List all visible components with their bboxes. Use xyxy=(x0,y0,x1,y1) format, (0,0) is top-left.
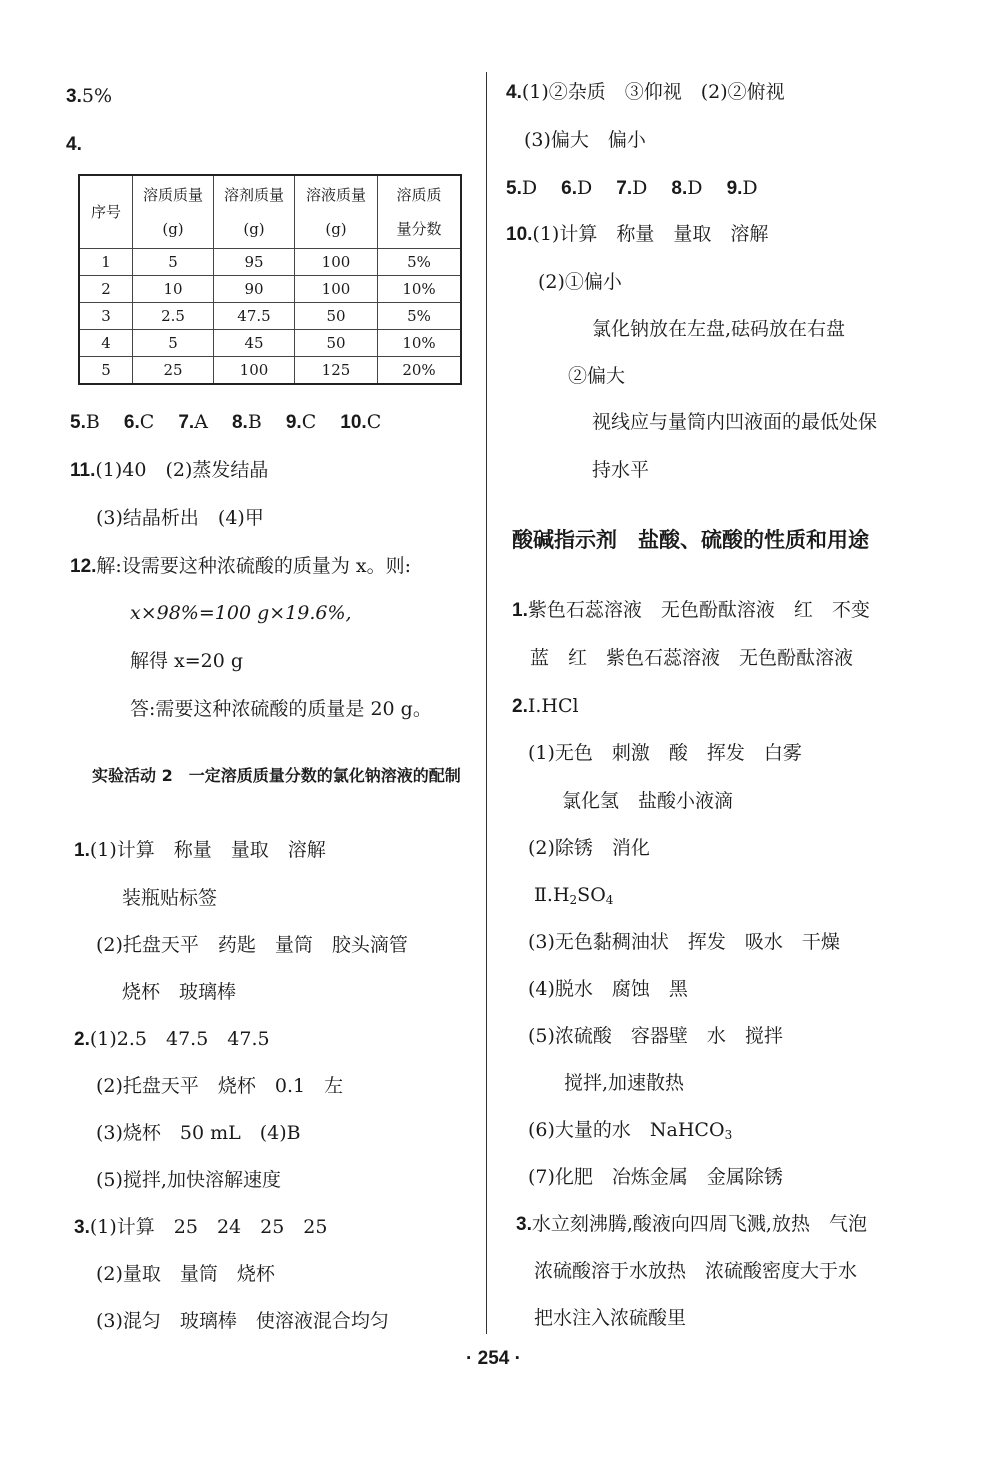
answer-text: 解:设需要这种浓硫酸的质量为 x。则: xyxy=(96,555,411,577)
answer-text: D xyxy=(521,177,538,199)
question-number: 8. xyxy=(671,178,688,199)
table-header-cell xyxy=(378,175,462,249)
answer-text: (1)计算 称量 量取 溶解 xyxy=(89,839,326,861)
acid-answer-2-line7: (4)脱水 腐蚀 黑 xyxy=(528,978,688,1000)
acid-answer-2-formula-h2so4 xyxy=(534,883,613,912)
answer-text: 5% xyxy=(81,85,113,107)
acid-answer-3-line1 xyxy=(516,1212,867,1237)
acid-answer-1-line1 xyxy=(512,598,870,623)
acid-answer-3-line3: 把水注入浓硫酸里 xyxy=(534,1307,687,1329)
acid-answer-1-line2: 蓝 红 紫色石蕊溶液 无色酚酞溶液 xyxy=(530,647,854,669)
table-row xyxy=(79,249,461,276)
answer-text: D xyxy=(687,177,703,199)
answer-r10-line2: (2)①偏小 xyxy=(538,271,622,293)
answer-r4-line2: (3)偏大 偏小 xyxy=(524,129,646,151)
table-cell: 5 xyxy=(79,357,133,385)
header-unit: (g) xyxy=(243,220,265,238)
question-number: 7. xyxy=(178,412,195,433)
table-cell: 5% xyxy=(378,249,462,276)
question-number: 1. xyxy=(74,840,90,861)
answer-11-line2: (3)结晶析出 (4)甲 xyxy=(96,507,264,529)
table-cell: 5 xyxy=(133,330,214,357)
answer-text: (1)②杂质 ③仰视 (2)②俯视 xyxy=(521,81,785,103)
experiment-answer-3-line1 xyxy=(74,1215,327,1240)
question-number: 3. xyxy=(66,86,82,107)
experiment-answer-2-line4: (5)搅拌,加快溶解速度 xyxy=(96,1169,281,1191)
experiment-answer-1-line4: 烧杯 玻璃棒 xyxy=(122,981,237,1003)
question-number: 1. xyxy=(512,600,528,621)
table-cell: 95 xyxy=(214,249,295,276)
answer-text: (1)2.5 47.5 47.5 xyxy=(89,1028,270,1050)
answer-text: D xyxy=(742,177,758,199)
answer-text: D xyxy=(577,177,593,199)
experiment-answer-1-line2: 装瓶贴标签 xyxy=(122,887,218,909)
table-row xyxy=(79,330,461,357)
question-number: 3. xyxy=(516,1214,532,1235)
question-number: 10. xyxy=(340,412,367,433)
experiment-answer-2-line3: (3)烧杯 50 mL (4)B xyxy=(96,1122,301,1144)
table-cell: 2.5 xyxy=(133,303,214,330)
table-cell: 5 xyxy=(133,249,214,276)
experiment-answer-2-line2: (2)托盘天平 烧杯 0.1 左 xyxy=(96,1075,344,1097)
table-cell: 125 xyxy=(295,357,378,385)
header-text: 溶质质量 xyxy=(142,186,203,204)
experiment-answer-2-line1 xyxy=(74,1027,270,1052)
section-title-experiment-2: 实验活动 2 一定溶质质量分数的氯化钠溶液的配制 xyxy=(92,766,461,785)
answer-r10-line1 xyxy=(506,222,768,247)
table-cell: 10% xyxy=(378,276,462,303)
acid-answer-2-line1 xyxy=(512,694,579,719)
table-header-cell xyxy=(295,175,378,249)
header-text: 溶液质量 xyxy=(305,186,366,204)
question-number: 2. xyxy=(512,696,528,717)
answer-text: (1)计算 称量 量取 溶解 xyxy=(532,223,769,245)
solution-table xyxy=(78,174,462,385)
question-number: 7. xyxy=(616,178,633,199)
answer-12-equation: x×98%=100 g×19.6%, xyxy=(130,602,352,624)
header-text: 溶剂质量 xyxy=(223,186,284,204)
experiment-answer-1-line3: (2)托盘天平 药匙 量筒 胶头滴管 xyxy=(96,934,408,956)
table-cell: 45 xyxy=(214,330,295,357)
answer-text: B xyxy=(85,411,100,433)
acid-answer-2-line11: (7)化肥 冶炼金属 金属除锈 xyxy=(528,1166,783,1188)
answer-r10-line6: 持水平 xyxy=(592,459,650,481)
answer-text: C xyxy=(301,411,317,433)
question-number: 6. xyxy=(561,178,577,199)
header-text: 序号 xyxy=(90,203,121,221)
table-cell: 50 xyxy=(295,303,378,330)
answers-5-9 xyxy=(506,176,758,201)
table-header-row xyxy=(79,175,461,249)
page-number: · 254 · xyxy=(466,1348,521,1369)
acid-answer-2-line9: 搅拌,加速散热 xyxy=(564,1072,685,1094)
experiment-answer-3-line2: (2)量取 量筒 烧杯 xyxy=(96,1263,275,1285)
table-cell: 3 xyxy=(79,303,133,330)
section-title-acid-base: 酸碱指示剂 盐酸、硫酸的性质和用途 xyxy=(512,528,869,552)
formula-subscript: 4 xyxy=(605,893,614,907)
answer-text: C xyxy=(366,411,382,433)
question-number: 5. xyxy=(506,178,522,199)
answer-4 xyxy=(66,132,82,157)
question-number: 4. xyxy=(66,134,82,155)
answer-3 xyxy=(66,84,112,109)
answer-text: 紫色石蕊溶液 无色酚酞溶液 红 不变 xyxy=(527,599,870,621)
table-cell: 5% xyxy=(378,303,462,330)
answers-5-10 xyxy=(70,410,381,435)
question-number: 11. xyxy=(70,460,96,481)
experiment-answer-3-line3: (3)混匀 玻璃棒 使溶液混合均匀 xyxy=(96,1310,389,1332)
answer-12-conclusion: 答:需要这种浓硫酸的质量是 20 g。 xyxy=(130,698,432,720)
table-cell: 25 xyxy=(133,357,214,385)
answer-r10-line4: ②偏大 xyxy=(568,365,626,387)
table-header-cell xyxy=(214,175,295,249)
answer-text: (6)大量的水 NaHCO xyxy=(528,1119,725,1141)
formula-text: Ⅱ.H xyxy=(534,884,570,906)
formula-subscript: 3 xyxy=(724,1128,733,1142)
table-cell: 50 xyxy=(295,330,378,357)
table-row xyxy=(79,303,461,330)
question-number: 2. xyxy=(74,1029,90,1050)
table-cell: 47.5 xyxy=(214,303,295,330)
table-cell: 2 xyxy=(79,276,133,303)
answer-12-line1 xyxy=(70,554,411,579)
answer-r10-line3: 氯化钠放在左盘,砝码放在右盘 xyxy=(592,318,846,340)
formula-subscript: 2 xyxy=(569,893,578,907)
header-unit: (g) xyxy=(162,220,184,238)
table-row xyxy=(79,357,461,385)
table-cell: 20% xyxy=(378,357,462,385)
experiment-answer-1-line1 xyxy=(74,838,326,863)
acid-answer-2-line10 xyxy=(528,1118,732,1147)
table-header-cell xyxy=(133,175,214,249)
answer-text: 水立刻沸腾,酸液向四周飞溅,放热 气泡 xyxy=(531,1213,867,1235)
question-number: 3. xyxy=(74,1217,90,1238)
table-cell: 100 xyxy=(295,276,378,303)
answer-r4-line1 xyxy=(506,80,785,105)
question-number: 5. xyxy=(70,412,86,433)
answer-11-line1 xyxy=(70,458,268,483)
question-number: 10. xyxy=(506,224,533,245)
question-number: 9. xyxy=(726,178,743,199)
table-cell: 100 xyxy=(295,249,378,276)
acid-answer-2-line2: (1)无色 刺激 酸 挥发 白雾 xyxy=(528,742,802,764)
table-cell: 4 xyxy=(79,330,133,357)
acid-answer-3-line2: 浓硫酸溶于水放热 浓硫酸密度大于水 xyxy=(534,1260,858,1282)
answer-text: (1)40 (2)蒸发结晶 xyxy=(95,459,269,481)
answer-r10-line5: 视线应与量筒内凹液面的最低处保 xyxy=(592,411,878,433)
header-unit: (g) xyxy=(325,220,347,238)
formula-text: SO xyxy=(577,884,606,906)
table-row xyxy=(79,276,461,303)
table-cell: 1 xyxy=(79,249,133,276)
question-number: 8. xyxy=(231,412,248,433)
answer-text: Ⅰ.HCl xyxy=(527,695,579,717)
question-number: 4. xyxy=(506,82,522,103)
question-number: 9. xyxy=(285,412,302,433)
acid-answer-2-line8: (5)浓硫酸 容器壁 水 搅拌 xyxy=(528,1025,783,1047)
answer-text: B xyxy=(247,411,262,433)
question-number: 12. xyxy=(70,556,97,577)
table-cell: 90 xyxy=(214,276,295,303)
answer-text: C xyxy=(139,411,155,433)
header-text: 溶质质 xyxy=(396,186,442,204)
table-header-cell xyxy=(79,175,133,249)
acid-answer-2-line4: (2)除锈 消化 xyxy=(528,837,650,859)
answer-text: A xyxy=(194,411,208,433)
answer-text: (1)计算 25 24 25 25 xyxy=(89,1216,328,1238)
acid-answer-2-line3: 氯化氢 盐酸小液滴 xyxy=(562,790,734,812)
header-text: 量分数 xyxy=(396,220,442,238)
acid-answer-2-line6: (3)无色黏稠油状 挥发 吸水 干燥 xyxy=(528,931,840,953)
question-number: 6. xyxy=(123,412,140,433)
table-cell: 100 xyxy=(214,357,295,385)
answer-12-result: 解得 x=20 g xyxy=(130,650,244,672)
answer-text: D xyxy=(632,177,648,199)
table-cell: 10% xyxy=(378,330,462,357)
column-divider xyxy=(486,72,487,1334)
table-cell: 10 xyxy=(133,276,214,303)
